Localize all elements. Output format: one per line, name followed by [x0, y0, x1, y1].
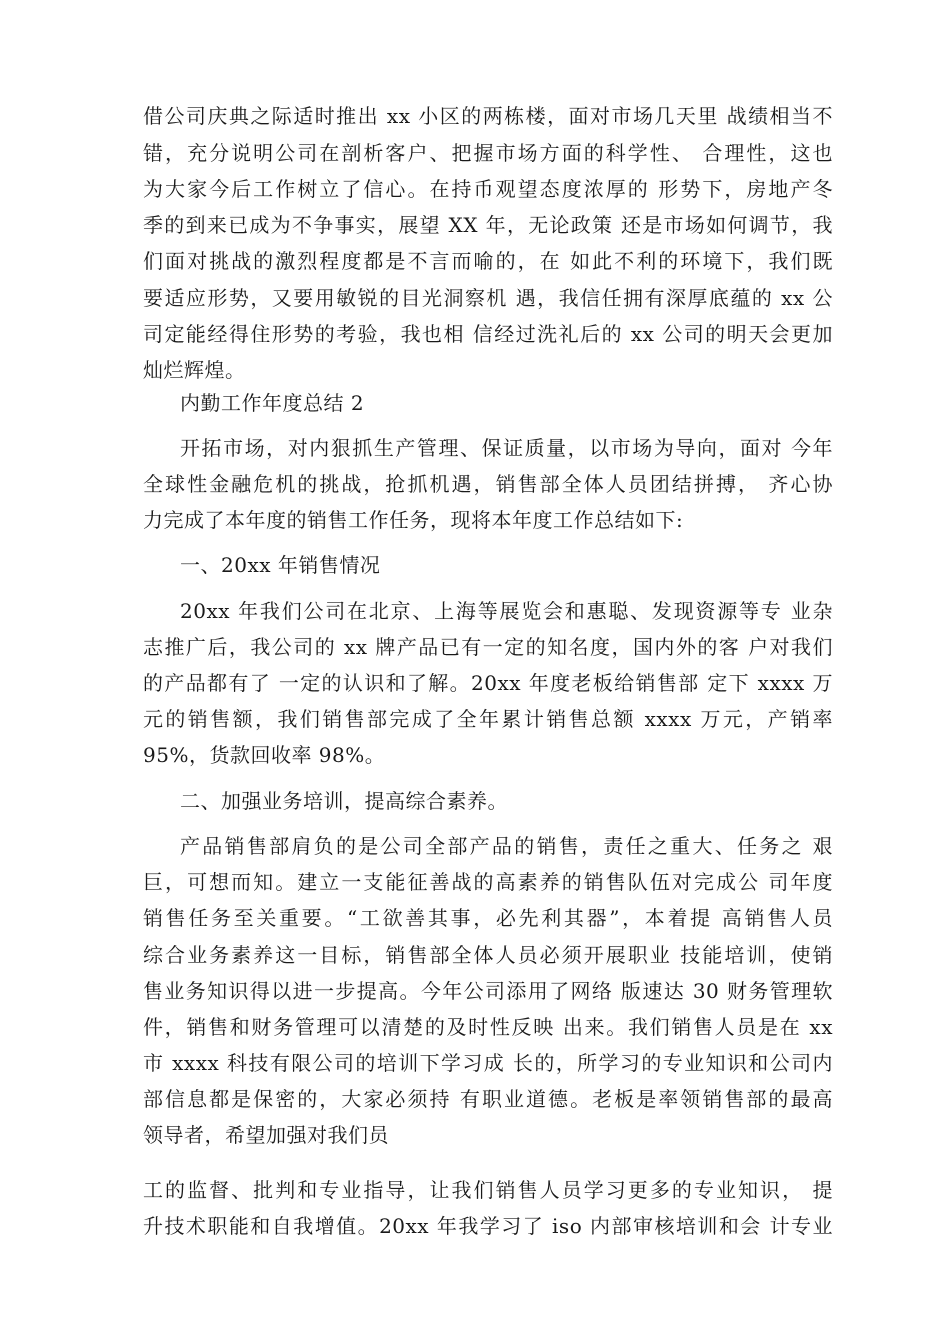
section-heading: 二、加强业务培训，提高综合素养。 — [180, 789, 508, 813]
paragraph-line: 95%，货款回收率 98%。 — [143, 743, 386, 767]
paragraph-line: 元的销售额，我们销售部完成了全年累计销售总额 xxxx 万元，产销率 — [143, 707, 833, 731]
paragraph-line: 错，充分说明公司在剖析客户、把握市场方面的科学性、 合理性，这也 — [143, 141, 833, 165]
paragraph-line: 志推广后，我公司的 xx 牌产品已有一定的知名度，国内外的客 户对我们 — [143, 635, 833, 659]
paragraph-line: 件，销售和财务管理可以清楚的及时性反映 出来。我们销售人员是在 xx — [143, 1015, 833, 1039]
paragraph-line: 售业务知识得以进一步提高。今年公司添用了网络 版速达 30 财务管理软 — [143, 979, 833, 1003]
paragraph-line: 全球性金融危机的挑战，抢抓机遇，销售部全体人员团结拼搏， 齐心协 — [143, 472, 833, 496]
paragraph-line: 巨，可想而知。建立一支能征善战的高素养的销售队伍对完成公 司年度 — [143, 870, 833, 894]
paragraph-line: 的产品都有了 一定的认识和了解。20xx 年度老板给销售部 定下 xxxx 万 — [143, 671, 833, 695]
paragraph-line: 灿烂辉煌。 — [143, 358, 246, 382]
paragraph-line: 销售任务至关重要。“工欲善其事，必先利其器”，本着提 高销售人员 — [143, 906, 833, 930]
paragraph-line: 季的到来已成为不争事实，展望 XX 年，无论政策 还是市场如何调节，我 — [143, 213, 833, 237]
paragraph-line: 要适应形势，又要用敏锐的目光洞察机 遇，我信任拥有深厚底蕴的 xx 公 — [143, 286, 833, 310]
paragraph-line: 借公司庆典之际适时推出 xx 小区的两栋楼，面对市场几天里 战绩相当不 — [143, 104, 833, 128]
paragraph-line: 领导者，希望加强对我们员 — [143, 1123, 389, 1147]
paragraph-line: 们面对挑战的激烈程度都是不言而喻的，在 如此不利的环境下，我们既 — [143, 249, 833, 273]
section-heading: 内勤工作年度总结 2 — [180, 391, 365, 415]
paragraph-line: 综合业务素养这一目标，销售部全体人员必须开展职业 技能培训，使销 — [143, 943, 833, 967]
paragraph-line: 司定能经得住形势的考验，我也相 信经过洗礼后的 xx 公司的明天会更加 — [143, 322, 833, 346]
paragraph-line: 工的监督、批判和专业指导，让我们销售人员学习更多的专业知识， 提 — [143, 1178, 833, 1202]
paragraph-line: 20xx 年我们公司在北京、上海等展览会和惠聪、发现资源等专 业杂 — [180, 599, 833, 623]
paragraph-line: 产品销售部肩负的是公司全部产品的销售，责任之重大、任务之 艰 — [180, 834, 833, 858]
paragraph-line: 开拓市场，对内狠抓生产管理、保证质量，以市场为导向，面对 今年 — [180, 436, 833, 460]
section-heading: 一、20xx 年销售情况 — [180, 553, 381, 577]
paragraph-line: 部信息都是保密的，大家必须持 有职业道德。老板是率领销售部的最高 — [143, 1087, 833, 1111]
paragraph-line: 升技术职能和自我增值。20xx 年我学习了 iso 内部审核培训和会 计专业 — [143, 1214, 833, 1238]
paragraph-line: 市 xxxx 科技有限公司的培训下学习成 长的，所学习的专业知识和公司内 — [143, 1051, 833, 1075]
paragraph-line: 力完成了本年度的销售工作任务，现将本年度工作总结如下: — [143, 508, 684, 532]
paragraph-line: 为大家今后工作树立了信心。在持币观望态度浓厚的 形势下，房地产冬 — [143, 177, 833, 201]
